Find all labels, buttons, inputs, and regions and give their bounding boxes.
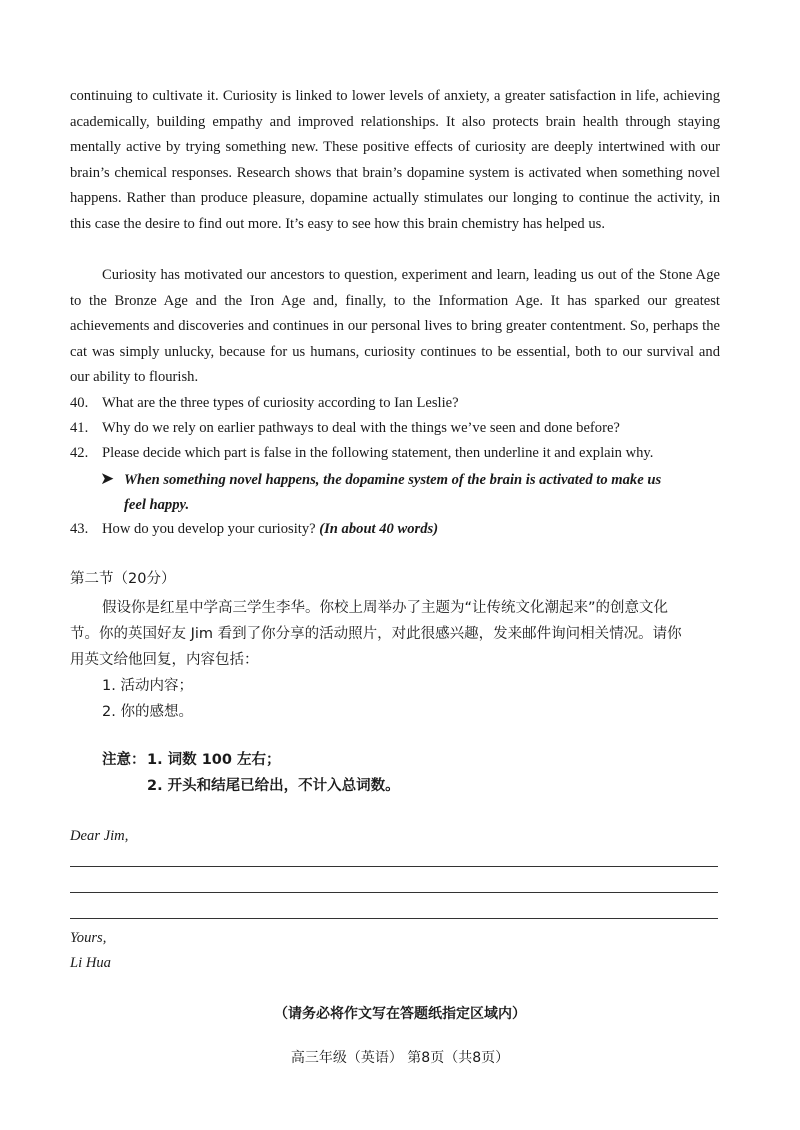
question-text: Please decide which part is false in the following statement, then underline it and explain why. (102, 445, 654, 461)
question-42 (70, 441, 730, 466)
submission-instruction: （请务必将作文写在答题纸指定区域内） (274, 1006, 526, 1022)
question-number: 40. (70, 395, 89, 411)
question-number: 41. (70, 420, 89, 436)
note-2: 2. 开头和结尾已给出，不计入总词数。 (147, 778, 400, 794)
question-43 (70, 517, 730, 542)
note-label: 注意： (102, 752, 146, 768)
prompt-item-2: 2. 你的感想。 (102, 704, 193, 720)
letter-closing: Yours, (70, 930, 107, 946)
answer-line (70, 866, 718, 867)
question-text: How do you develop your curiosity? (102, 521, 320, 537)
prompt-item-1: 1. 活动内容； (102, 678, 193, 694)
question-number: 42. (70, 445, 89, 461)
arrow-bullet-icon: ➤ (100, 469, 115, 489)
page-footer: 高三年级（英语） 第8页（共8页） (290, 1050, 510, 1066)
question-text: Why do we rely on earlier pathways to deal with the things we’ve seen and done before? (102, 420, 620, 436)
word-count-note: (In about 40 words) (319, 521, 439, 537)
note-1: 1. 词数 100 左右； (147, 752, 281, 768)
prompt-line-1: 假设你是红星中学高三学生李华。你校上周举办了主题为“让传统文化潮起来”的创意文化 (102, 600, 669, 616)
letter-signature: Li Hua (70, 955, 111, 971)
question-text: What are the three types of curiosity according to Ian Leslie? (102, 395, 459, 411)
question-42-statement (100, 467, 720, 518)
answer-line (70, 892, 718, 893)
statement-line-2: feel happy. (124, 497, 190, 513)
prompt-line-3: 用英文给他回复，内容包括： (70, 652, 259, 668)
question-40 (70, 391, 730, 416)
answer-line (70, 918, 718, 919)
letter-greeting: Dear Jim, (70, 828, 129, 844)
question-41 (70, 416, 730, 441)
question-number: 43. (70, 521, 89, 537)
passage-paragraph-2: Curiosity has motivated our ancestors to question, experiment and learn, leading us out of the Stone Age to the Bronze Age and the Iron Age and, finally, to the Information Age. It has sparked our greatest achievements and discoveries and continues in our personal lives to bring greater contentment. So, perhaps the cat was simply unlucky, because for us humans, curiosity continues to be essential, both to our survival and our ability to flourish. (70, 267, 720, 386)
passage-paragraph-1: continuing to cultivate it. Curiosity is linked to lower levels of anxiety, a greater satisfaction in life, achieving academically, building empathy and improved relationships. It also protects brain health through staying mentally active by trying something new. These positive effects of curiosity are deeply intertwined with our brain’s chemical responses. Research shows that brain’s dopamine system is activated when something novel happens. Rather than produce pleasure, dopamine actually stimulates our longing to continue the activity, in this case the desire to find out more. It’s easy to see how this brain chemistry has helped us. (70, 88, 720, 232)
section-2-heading: 第二节（20分） (70, 571, 176, 587)
prompt-line-2: 节。你的英国好友 Jim 看到了你分享的活动照片，对此很感兴趣，发来邮件询问相关情况。请你 (70, 626, 682, 642)
statement-line-1: When something novel happens, the dopamine system of the brain is activated to make us (124, 472, 662, 488)
